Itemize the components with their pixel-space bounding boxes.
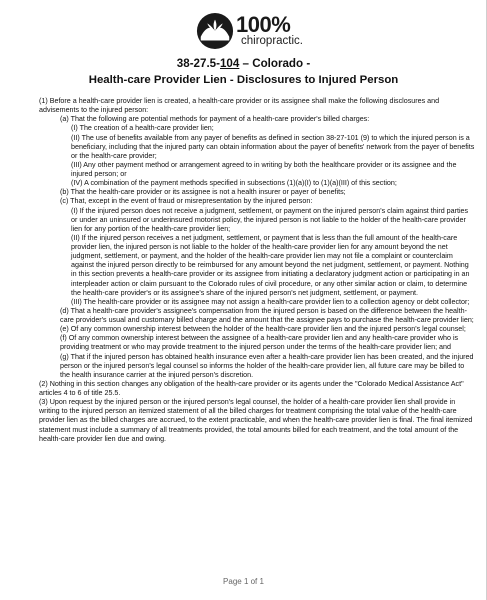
paragraph: (2) Nothing in this section changes any obligation of the health-care provider or its agents under the "Colorado Medical Assistance Act" articles 4 to 6 of title 25.5. bbox=[39, 379, 464, 397]
paragraph: (a) That the following are potential methods for payment of a health-care provider's billed charges: bbox=[60, 115, 370, 124]
logo bbox=[196, 12, 303, 52]
paragraph: (III) Any other payment method or arrangement agreed to in writing by both the healthcare provider or its assignee and the injured person; or bbox=[71, 160, 457, 178]
statute-title bbox=[0, 57, 487, 70]
paragraph: (c) That, except in the event of fraud or misrepresentation by the injured person: bbox=[60, 197, 313, 206]
paragraph: (I) The creation of a health-care provider lien; bbox=[71, 124, 214, 133]
paragraph: (3) Upon request by the injured person or the injured person's legal counsel, the holder of a health-care provider lien shall provide in writing to the injured person an itemized statement of all the billed charges for treatment comprising the total value of the health-care provider lien as the billed charges are accrued, to the extent practicable, and when the health-care provider lien is final. The final itemized statement must include a summary of all treatments provided, the total amounts billed for each treatment, and the total amount of the health-care provider lien due and owing. bbox=[39, 398, 473, 443]
page-footer: Page 1 of 1 bbox=[223, 577, 264, 586]
paragraph: (f) Of any common ownership interest between the assignee of a health-care provider lien and any health-care provider who is providing treatment or who may provide treatment to the injured person under the terms of the health-care provider lien; and bbox=[60, 334, 459, 352]
page-title: Health-care Provider Lien - Disclosures to Injured Person bbox=[88, 74, 399, 86]
paragraph: (III) The health-care provider or its assignee may not assign a health-care provider lien to a collection agency or debt collector; bbox=[71, 297, 470, 306]
paragraph: (d) That a health-care provider's assignee's compensation from the injured person is based on the difference between the health-care provider's usual and customary billed charge and the amount that the assignee pays to purchase the health-care provider lien; bbox=[60, 306, 474, 324]
logo-subtitle: chiropractic. bbox=[241, 35, 303, 47]
paragraph: (II) If the injured person receives a net judgment, settlement, or payment that is less than the full amount of the health-care provider lien, the injured person is not liable to the holder of the health-care provider lien for any amount beyond the net judgment, settlement, or payment, and the holder of the health-care provider lien may not file a complaint or counterclaim against the injured person directly to be reimbursed for any amount beyond the net judgment, settlement, or payment. Nothing in this section prevents a health-care provider or its assignee from initiating a declaratory judgment action or participating in an interpleader action or claim pursuant to the Colorado rules of civil procedure, or any other similar action or claim, to determine the health-care provider's or its assignee's share of the injured person's net judgment, settlement, or payment. bbox=[71, 233, 470, 297]
statute-suffix: – Colorado - bbox=[239, 57, 311, 70]
document-body bbox=[39, 97, 475, 444]
paragraph: (IV) A combination of the payment methods specified in subsections (1)(a)(I) to (1)(a)(III) of this section; bbox=[71, 179, 397, 188]
statute-prefix: 38-27.5- bbox=[176, 57, 220, 70]
paragraph: (b) That the health-care provider or its assignee is not a health insurer or payer of benefits; bbox=[60, 188, 346, 197]
logo-name: 100% bbox=[236, 12, 291, 37]
statute-number-tail: 104 bbox=[219, 57, 240, 70]
logo-emblem-icon bbox=[196, 12, 234, 50]
paragraph: (g) That if the injured person has obtained health insurance even after a health-care provider lien has been created, and the injured person or the injured person's legal counsel so informs the holder of the health-care provider lien, all future care may be billed to the health insurance carrier at the injured person's discretion. bbox=[60, 352, 474, 379]
paragraph: (e) Of any common ownership interest between the holder of the health-care provider lien and the injured person's legal counsel; bbox=[60, 325, 466, 334]
paragraph: (1) Before a health-care provider lien is created, a health-care provider or its assignee shall make the following disclosures and advisements to the injured person: bbox=[39, 97, 440, 115]
paragraph: (II) The use of benefits available from any payer of benefits as defined in section 38-27-101 (9) to which the injured person is a beneficiary, including that the injured party can obtain information about the payer of benefits' network from the payer of benefits or the health-care provider; bbox=[71, 133, 475, 160]
paragraph: (I) If the injured person does not receive a judgment, settlement, or payment on the injured person's claim against third parties or under an uninsured or underinsured motorist policy, the injured person is not liable to the holder of the health-care provider lien for any portion of the health-care provider lien; bbox=[71, 206, 469, 233]
